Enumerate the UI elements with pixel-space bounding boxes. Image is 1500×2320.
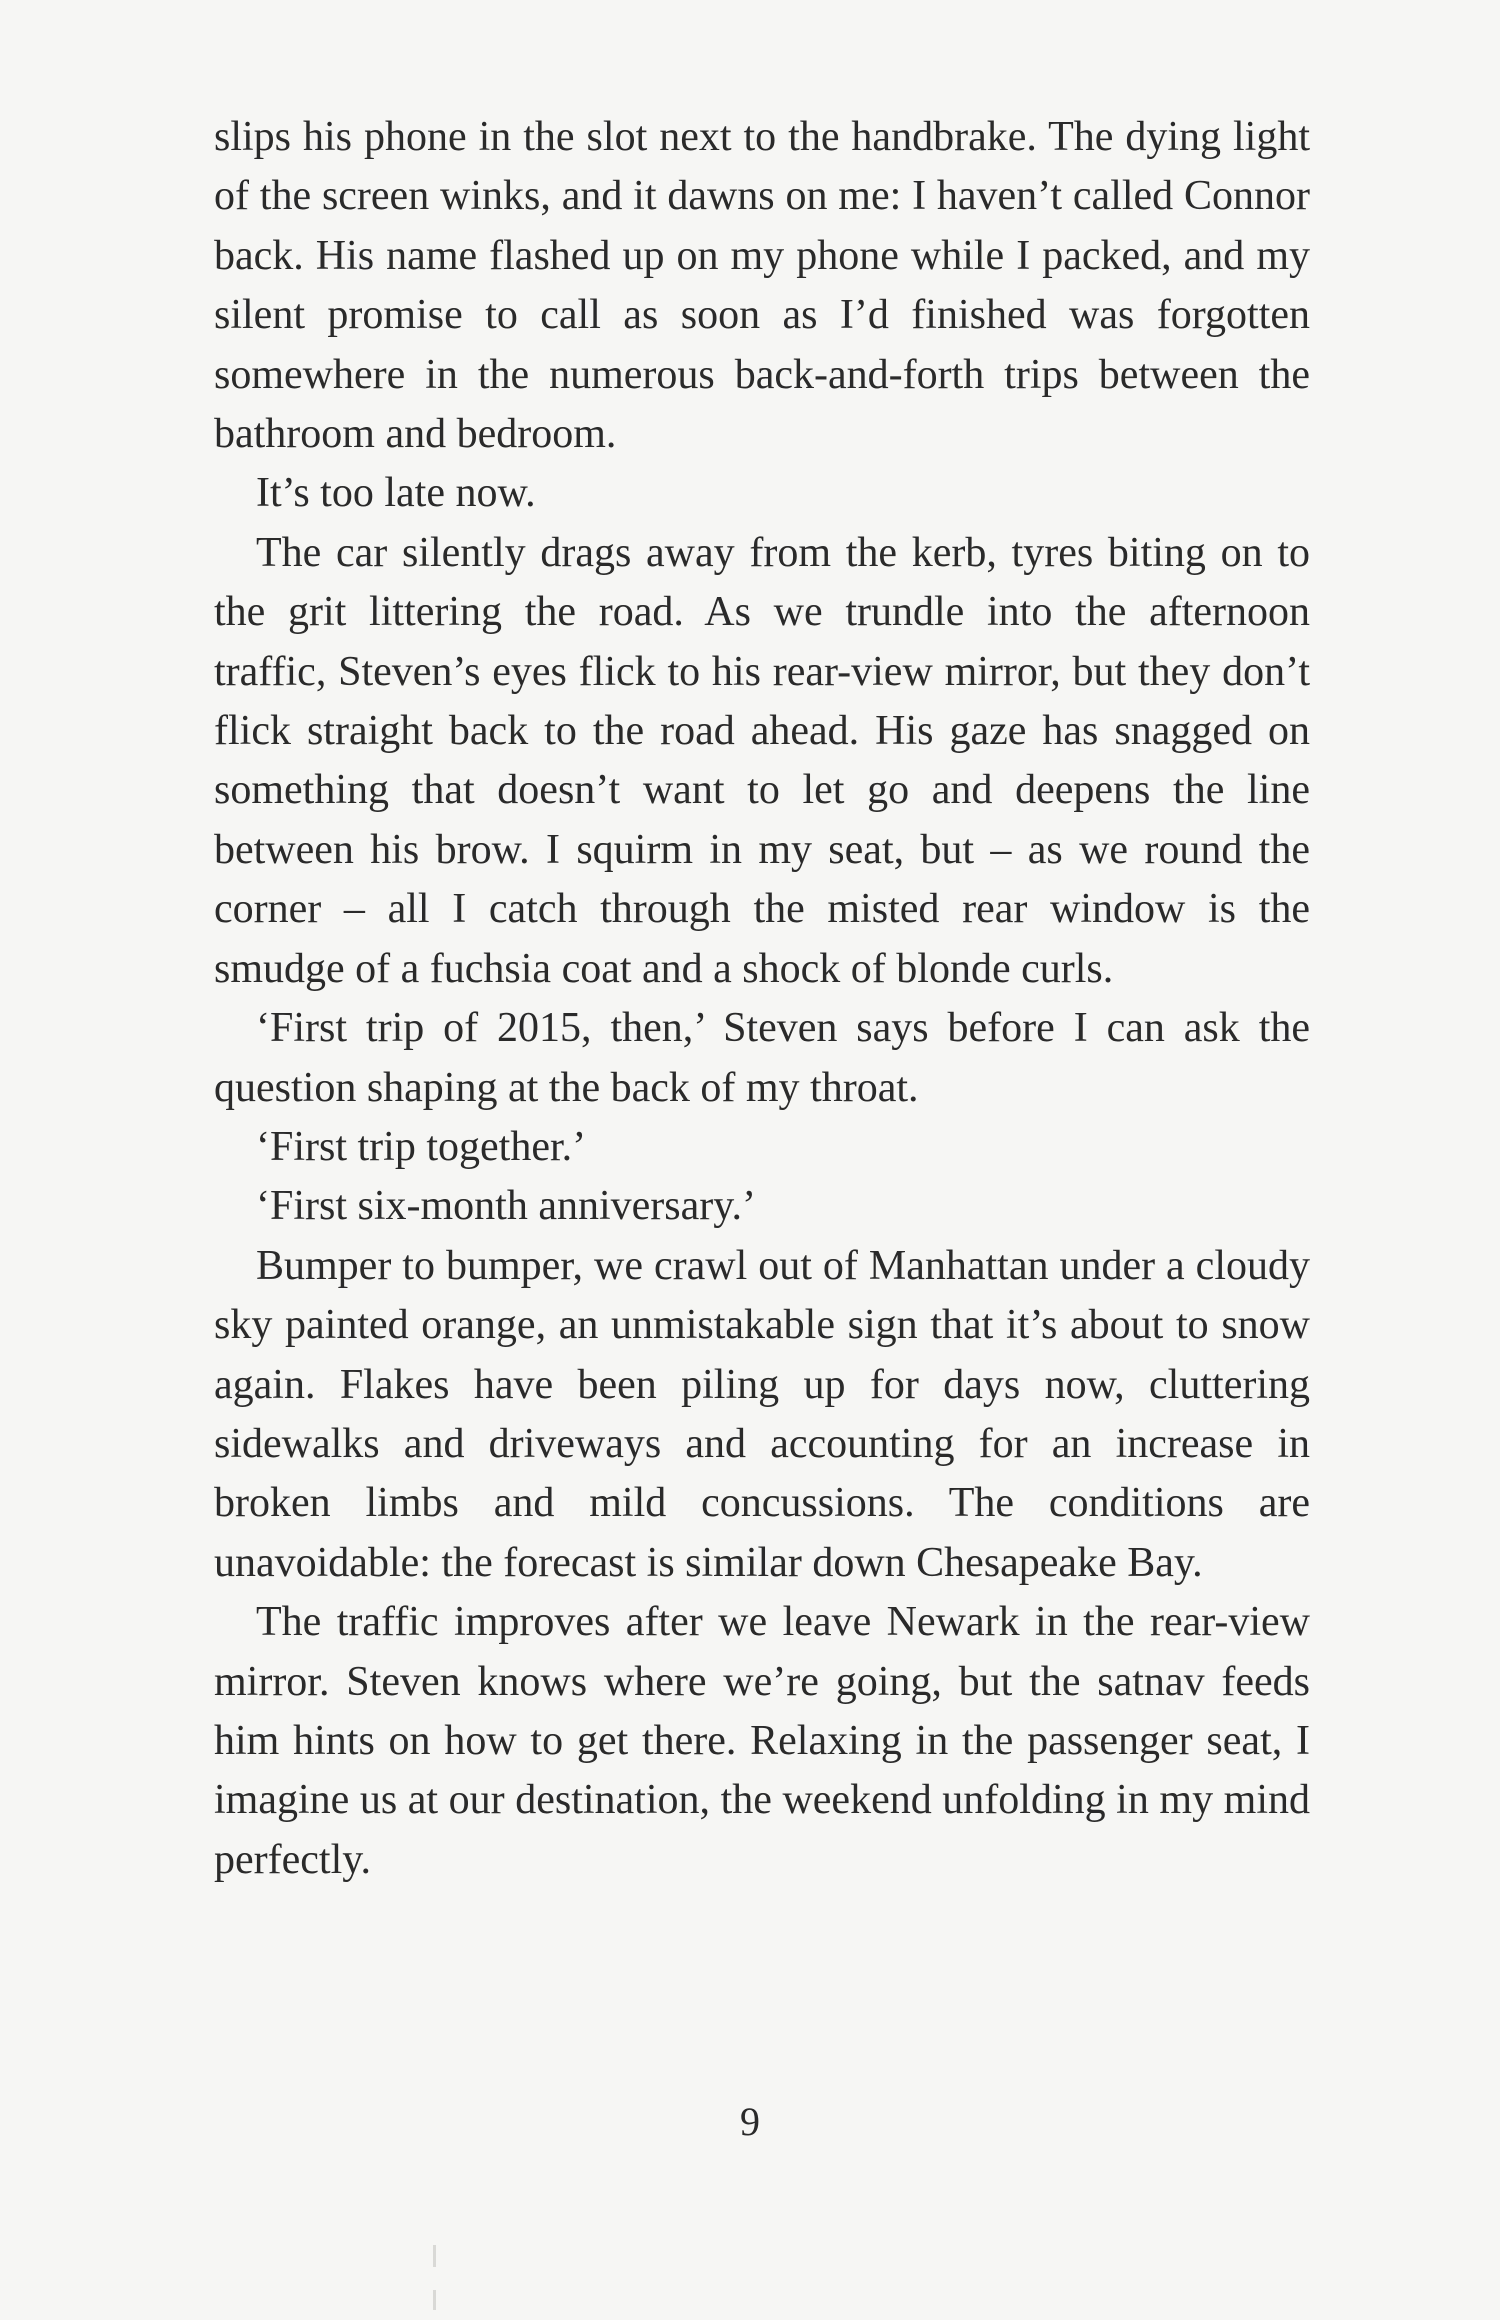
paragraph-traffic-improves: The traffic improves after we leave Newark in the rear-view mirror. Steven knows where we’re going, but the satnav feeds him hints on how to get there. Relaxing in the passenger seat, I imagine us at our destination, the weekend unfolding in my mind perfectly. (214, 1599, 1310, 1883)
paragraph-continuation: slips his phone in the slot next to the handbrake. The dying light of the screen winks, and it dawns on me: I haven’t called Connor back. His name flashed up on my phone while I packed, and my silent promise to call as soon as I’d finished was forgotten somewhere in the numerous back-and-forth trips between the bathroom and bedroom. (214, 114, 1310, 458)
paragraph-six-month-anniversary: ‘First six-month anniversary.’ (256, 1183, 757, 1230)
paragraph-bumper-to-bumper: Bumper to bumper, we crawl out of Manhattan under a cloudy sky painted orange, an unmistakable sign that it’s about to snow again. Flakes have been piling up for days now, cluttering sidewalks and driveways and accounting for an increase in broken limbs and mild concussions. The conditions are unavoidable: the forecast is similar down Chesapeake Bay. (214, 1242, 1310, 1586)
scan-speck (433, 2290, 436, 2310)
paragraph-car-drags-away: The car silently drags away from the kerb, tyres biting on to the grit littering the road. As we trundle into the afternoon traffic, Steven’s eyes flick to his rear-view mirror, but they don’t flick straight back to the road ahead. His gaze has snagged on something that doesn’t want to let go and deepens the line between his brow. I squirm in my seat, but – as we round the corner – all I catch through the misted rear window is the smudge of a fuchsia coat and a shock of blonde curls. (214, 529, 1310, 992)
body-text (214, 108, 1310, 1890)
page-number: 9 (740, 2099, 760, 2144)
paragraph-first-trip-2015: ‘First trip of 2015, then,’ Steven says before I can ask the question shaping at the back of my throat. (214, 1005, 1310, 1111)
scan-speck (433, 2245, 436, 2267)
paragraph-first-trip-together: ‘First trip together.’ (256, 1123, 587, 1170)
paragraph-too-late: It’s too late now. (256, 470, 536, 517)
